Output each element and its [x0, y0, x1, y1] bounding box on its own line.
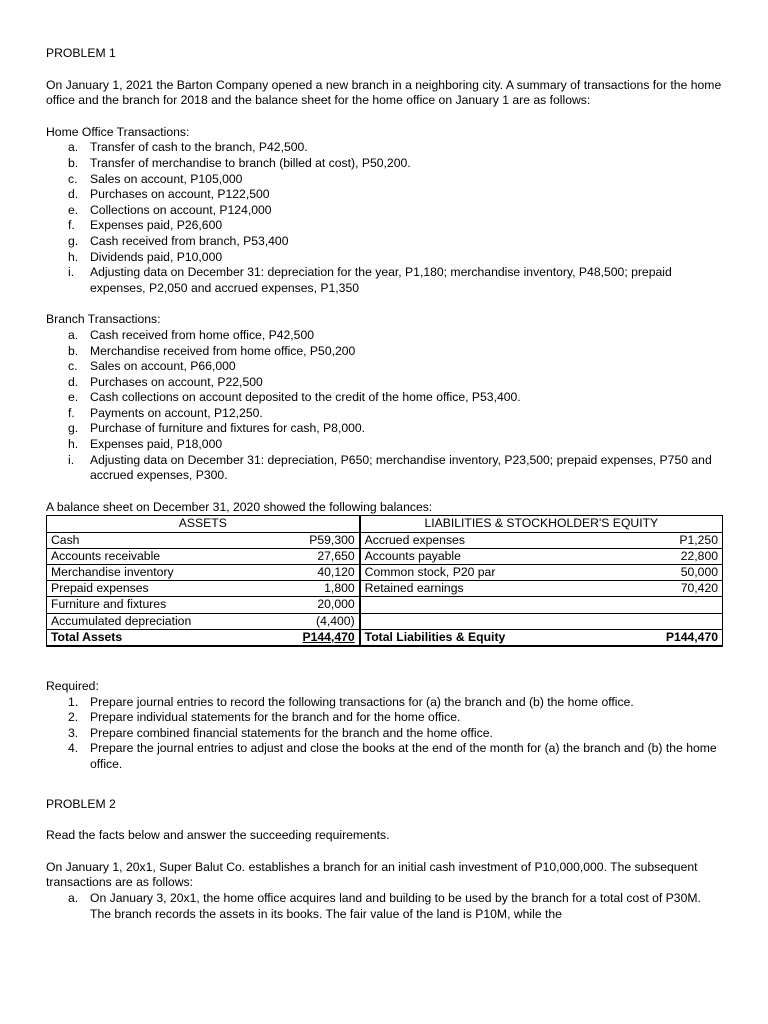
- list-item: [46, 891, 722, 922]
- list-marker: i.: [68, 452, 75, 467]
- required-list: [46, 695, 722, 773]
- list-marker: c.: [68, 359, 78, 374]
- list-text: Adjusting data on December 31: depreciation, P650; merchandise inventory, P23,500; prepaid expenses, P750 and accrued expenses, P300.: [90, 452, 712, 483]
- list-marker: i.: [68, 265, 75, 280]
- total-liabilities-label: Total Liabilities & Equity: [360, 629, 618, 646]
- liability-value: [618, 613, 723, 629]
- liability-value: 22,800: [618, 548, 723, 564]
- table-row: [47, 548, 723, 564]
- list-marker: g.: [68, 421, 79, 436]
- list-marker: c.: [68, 171, 78, 186]
- list-text: Sales on account, P66,000: [90, 359, 236, 374]
- table-row: [47, 581, 723, 597]
- problem2-list: [46, 891, 722, 922]
- list-marker: d.: [68, 374, 79, 389]
- asset-value: 1,800: [268, 581, 359, 597]
- required-title: Required:: [46, 679, 99, 694]
- asset-value: (4,400): [268, 613, 359, 629]
- list-text: Transfer of merchandise to branch (billed at cost), P50,200.: [90, 155, 411, 170]
- list-item: [46, 437, 722, 453]
- list-text: Purchases on account, P122,500: [90, 187, 270, 202]
- home-office-list: [46, 140, 722, 296]
- asset-value: P59,300: [268, 532, 359, 548]
- asset-label: Accounts receivable: [47, 548, 269, 564]
- asset-label: Cash: [47, 532, 269, 548]
- list-item: [46, 156, 722, 172]
- list-text: Purchases on account, P22,500: [90, 374, 263, 389]
- list-text: Prepare individual statements for the branch and for the home office.: [90, 710, 461, 725]
- branch-title: Branch Transactions:: [46, 312, 161, 327]
- problem2-heading: PROBLEM 2: [46, 796, 116, 811]
- list-item: [46, 344, 722, 360]
- asset-value: 20,000: [268, 597, 359, 613]
- list-text: Prepare journal entries to record the following transactions for (a) the branch and (b) the home office.: [90, 694, 634, 709]
- list-marker: 2.: [68, 710, 79, 725]
- list-item: [46, 406, 722, 422]
- asset-value: 40,120: [268, 565, 359, 581]
- total-assets-label: Total Assets: [47, 629, 269, 646]
- liability-label: Accounts payable: [360, 548, 618, 564]
- list-item: [46, 726, 722, 742]
- list-item: [46, 390, 722, 406]
- asset-label: Prepaid expenses: [47, 581, 269, 597]
- list-item: [46, 421, 722, 437]
- list-marker: 1.: [68, 694, 79, 709]
- list-text: Adjusting data on December 31: depreciation for the year, P1,180; merchandise inventory, P48,500; prepaid expenses, P2,050 and accrued expenses, P1,350: [90, 265, 672, 295]
- liability-value: 70,420: [618, 581, 723, 597]
- liability-value: P1,250: [618, 532, 723, 548]
- list-marker: b.: [68, 155, 79, 170]
- balance-sheet-table: [46, 515, 723, 647]
- list-item: [46, 250, 722, 266]
- problem1-intro: On January 1, 2021 the Barton Company opened a new branch in a neighboring city. A summary of transactions for the home office and the branch for 2018 and the balance sheet for the home office on January 1 are as follows:: [46, 77, 722, 108]
- list-text: Expenses paid, P26,600: [90, 218, 223, 233]
- list-text: Cash received from home office, P42,500: [90, 327, 315, 342]
- problem2-instruction: Read the facts below and answer the succeeding requirements.: [46, 828, 390, 843]
- list-text: Purchase of furniture and fixtures for cash, P8,000.: [90, 421, 366, 436]
- problem1-heading: PROBLEM 1: [46, 46, 116, 60]
- liability-label: Common stock, P20 par: [360, 565, 618, 581]
- table-row: [47, 565, 723, 581]
- list-item: [46, 187, 722, 203]
- list-text: Sales on account, P105,000: [90, 171, 243, 186]
- assets-header: ASSETS: [47, 516, 360, 532]
- list-text: On January 3, 20x1, the home office acquires land and building to be used by the branch for a total cost of P30M. The branch records the assets in its books. The fair value of the land is P10M, while the: [90, 891, 701, 921]
- list-text: Dividends paid, P10,000: [90, 249, 223, 264]
- problem2-intro: On January 1, 20x1, Super Balut Co. establishes a branch for an initial cash investment of P10,000,000. The subsequent transactions are as follows:: [46, 859, 698, 890]
- table-row: [47, 597, 723, 613]
- list-marker: b.: [68, 343, 79, 358]
- branch-list: [46, 328, 722, 484]
- home-office-title: Home Office Transactions:: [46, 124, 190, 139]
- liability-value: 50,000: [618, 565, 723, 581]
- list-text: Collections on account, P124,000: [90, 202, 272, 217]
- total-row: [47, 629, 723, 646]
- table-row: [47, 613, 723, 629]
- list-marker: d.: [68, 187, 79, 202]
- list-text: Transfer of cash to the branch, P42,500.: [90, 140, 308, 155]
- list-text: Cash collections on account deposited to the credit of the home office, P53,400.: [90, 390, 521, 405]
- list-item: [46, 218, 722, 234]
- list-item: [46, 172, 722, 188]
- list-item: [46, 328, 722, 344]
- total-liabilities-value: P144,470: [618, 629, 723, 646]
- list-text: Payments on account, P12,250.: [90, 405, 263, 420]
- list-item: [46, 710, 722, 726]
- list-marker: 4.: [68, 741, 79, 756]
- liability-value: [618, 597, 723, 613]
- list-item: [46, 265, 722, 296]
- list-item: [46, 234, 722, 250]
- total-assets-value: P144,470: [302, 629, 355, 644]
- list-item: [46, 140, 722, 156]
- list-marker: h.: [68, 437, 79, 452]
- list-item: [46, 453, 722, 484]
- list-text: Prepare combined financial statements for the branch and the home office.: [90, 725, 493, 740]
- list-marker: h.: [68, 249, 79, 264]
- asset-value: 27,650: [268, 548, 359, 564]
- list-marker: 3.: [68, 725, 79, 740]
- list-marker: a.: [68, 891, 79, 905]
- liabilities-header: LIABILITIES & STOCKHOLDER'S EQUITY: [360, 516, 723, 532]
- list-marker: f.: [68, 218, 75, 233]
- list-text: Prepare the journal entries to adjust and close the books at the end of the month for (a) the branch and (b) the home office.: [90, 741, 717, 772]
- list-item: [46, 741, 722, 772]
- list-text: Cash received from branch, P53,400: [90, 233, 289, 248]
- liability-label: Retained earnings: [360, 581, 618, 597]
- asset-label: Accumulated depreciation: [47, 613, 269, 629]
- list-marker: f.: [68, 405, 75, 420]
- list-marker: e.: [68, 390, 79, 405]
- list-marker: a.: [68, 140, 79, 155]
- list-item: [46, 375, 722, 391]
- list-marker: a.: [68, 327, 79, 342]
- list-marker: g.: [68, 233, 79, 248]
- list-text: Merchandise received from home office, P50,200: [90, 343, 356, 358]
- liability-label: [360, 597, 618, 613]
- list-item: [46, 359, 722, 375]
- asset-label: Furniture and fixtures: [47, 597, 269, 613]
- asset-label: Merchandise inventory: [47, 565, 269, 581]
- list-item: [46, 203, 722, 219]
- table-row: [47, 532, 723, 548]
- liability-label: Accrued expenses: [360, 532, 618, 548]
- balance-sheet-intro: A balance sheet on December 31, 2020 showed the following balances:: [46, 499, 433, 514]
- liability-label: [360, 613, 618, 629]
- list-text: Expenses paid, P18,000: [90, 437, 223, 452]
- list-item: [46, 695, 722, 711]
- list-marker: e.: [68, 202, 79, 217]
